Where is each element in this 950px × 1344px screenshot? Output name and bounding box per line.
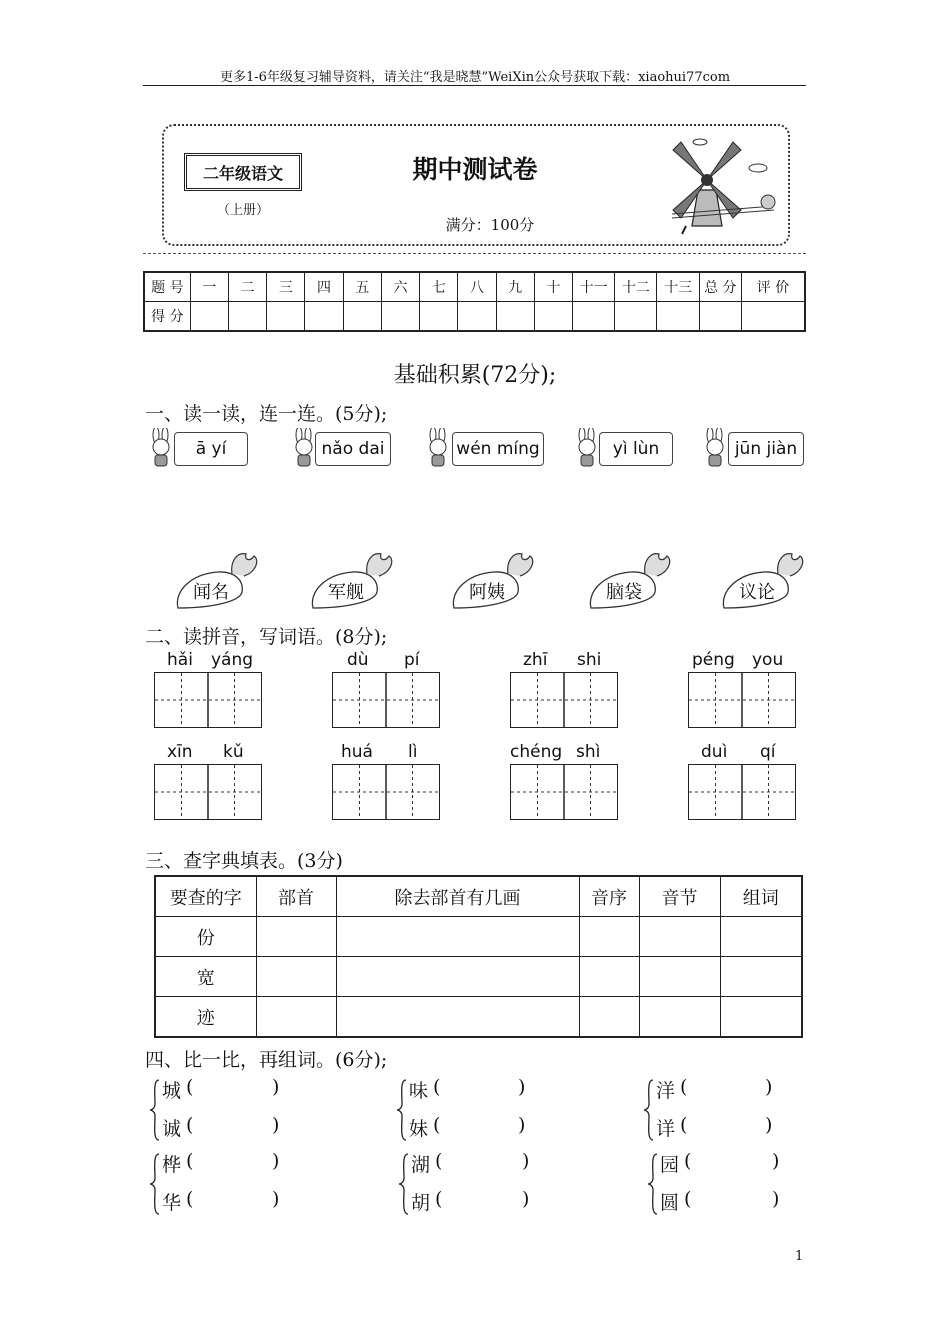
left-brace-icon [149, 1078, 161, 1142]
q2-title: 二、读拼音，写词语。(8分); [145, 626, 388, 648]
score-header-cell: 七 [420, 272, 458, 302]
compare-char: 桦 [162, 1154, 182, 1176]
section-title: 基础积累(72分); [393, 363, 557, 388]
compare-char: 圆 [660, 1192, 680, 1214]
volume-label: （上册） [216, 203, 269, 218]
pinyin-tag: yì lùn [599, 432, 673, 466]
score-header-cell: 八 [458, 272, 496, 302]
score-cell[interactable] [343, 302, 381, 332]
score-header-cell: 四 [305, 272, 343, 302]
paren-open: ( [435, 1150, 443, 1172]
bunny-icon [572, 428, 602, 468]
paren-close: ) [272, 1114, 280, 1136]
answer-cell[interactable] [720, 917, 802, 957]
bunny-icon [423, 428, 453, 468]
paren-open: ( [186, 1076, 194, 1098]
answer-cell[interactable] [336, 997, 579, 1038]
compare-char: 详 [656, 1118, 676, 1140]
compare-char: 洋 [656, 1080, 676, 1102]
dict-header-row [155, 876, 802, 917]
paren-close: ) [272, 1188, 280, 1210]
score-header-cell: 二 [228, 272, 266, 302]
dict-char: 宽 [155, 957, 256, 997]
subject-badge: 二年级语文 [184, 153, 302, 191]
score-header-cell: 五 [343, 272, 381, 302]
answer-cell[interactable] [579, 997, 639, 1038]
radish-word: 闻名 [193, 582, 229, 603]
paren-open: ( [684, 1188, 692, 1210]
paren-open: ( [186, 1114, 194, 1136]
radish-word: 脑袋 [606, 582, 642, 603]
pinyin-syllable: shì [576, 742, 601, 762]
dict-row [155, 997, 802, 1038]
radish-word: 阿姨 [469, 582, 505, 603]
score-header-cell: 六 [381, 272, 419, 302]
paren-open: ( [433, 1114, 441, 1136]
left-brace-icon [398, 1152, 410, 1216]
pinyin-syllable: xīn [167, 742, 193, 762]
pinyin-syllable: lì [408, 742, 418, 762]
dict-header-cell: 除去部首有几画 [336, 876, 579, 917]
full-score: 满分：100分 [445, 216, 535, 234]
paren-close: ) [522, 1150, 530, 1172]
q3-title: 三、查字典填表。(3分) [145, 850, 343, 872]
left-brace-icon [396, 1078, 408, 1142]
pinyin-syllable: shi [577, 650, 602, 670]
answer-cell[interactable] [639, 957, 720, 997]
radish-word: 议论 [739, 582, 775, 603]
dict-header-cell: 部首 [256, 876, 336, 917]
score-header-cell: 题 号 [144, 272, 190, 302]
score-row-label: 得 分 [144, 302, 190, 332]
paren-close: ) [272, 1150, 280, 1172]
answer-cell[interactable] [579, 957, 639, 997]
left-brace-icon [149, 1152, 161, 1216]
compare-char: 城 [162, 1080, 182, 1102]
q1-title: 一、读一读，连一连。(5分); [145, 403, 388, 425]
paren-open: ( [684, 1150, 692, 1172]
answer-cell[interactable] [256, 917, 336, 957]
compare-char: 妹 [409, 1118, 429, 1140]
dict-char: 份 [155, 917, 256, 957]
score-cell[interactable] [534, 302, 572, 332]
score-cell[interactable] [228, 302, 266, 332]
score-cell[interactable] [741, 302, 805, 332]
dict-row [155, 957, 802, 997]
score-header-cell: 总 分 [699, 272, 741, 302]
score-header-cell: 九 [496, 272, 534, 302]
score-cell[interactable] [305, 302, 343, 332]
page-number: 1 [795, 1249, 804, 1264]
answer-cell[interactable] [720, 957, 802, 997]
pinyin-syllable: péng [692, 650, 735, 670]
left-brace-icon [643, 1078, 655, 1142]
pinyin-syllable: duì [701, 742, 728, 762]
paren-close: ) [772, 1188, 780, 1210]
answer-cell[interactable] [720, 997, 802, 1038]
writing-grid[interactable] [154, 672, 262, 728]
score-cell[interactable] [572, 302, 614, 332]
exam-title: 期中测试卷 [412, 155, 538, 184]
pinyin-syllable: chéng [510, 742, 563, 762]
compare-char: 湖 [411, 1154, 431, 1176]
writing-grid[interactable] [688, 764, 796, 820]
answer-cell[interactable] [336, 917, 579, 957]
answer-cell[interactable] [579, 917, 639, 957]
score-header-cell: 十一 [572, 272, 614, 302]
paren-close: ) [765, 1114, 773, 1136]
writing-grid[interactable] [332, 672, 440, 728]
pinyin-tag: jūn jiàn [728, 432, 804, 466]
windmill-illustration [662, 130, 780, 236]
pinyin-syllable: zhī [523, 650, 548, 670]
compare-char: 诚 [162, 1118, 182, 1140]
writing-grid[interactable] [154, 764, 262, 820]
dictionary-table [154, 875, 803, 1038]
dashed-divider [143, 253, 806, 254]
top-note: 更多1-6年级复习辅导资料，请关注“我是晓慧”WeiXin公众号获取下载：xiaohui77com [219, 70, 731, 85]
score-cell[interactable] [420, 302, 458, 332]
score-header-row [144, 272, 805, 302]
compare-char: 园 [660, 1154, 680, 1176]
score-header-cell: 一 [190, 272, 228, 302]
pinyin-syllable: you [752, 650, 784, 670]
paren-open: ( [680, 1076, 688, 1098]
score-cell[interactable] [190, 302, 228, 332]
paren-close: ) [765, 1076, 773, 1098]
writing-grid[interactable] [332, 764, 440, 820]
paren-close: ) [518, 1114, 526, 1136]
paren-open: ( [435, 1188, 443, 1210]
score-header-cell: 十 [534, 272, 572, 302]
pinyin-syllable: pí [404, 650, 420, 670]
dict-header-cell: 音序 [579, 876, 639, 917]
score-cell[interactable] [381, 302, 419, 332]
writing-grid[interactable] [510, 764, 618, 820]
pinyin-tag: nǎo dai [315, 432, 391, 466]
compare-char: 味 [409, 1080, 429, 1102]
score-cell[interactable] [657, 302, 699, 332]
answer-cell[interactable] [639, 917, 720, 957]
paren-close: ) [518, 1076, 526, 1098]
dict-header-cell: 音节 [639, 876, 720, 917]
left-brace-icon [647, 1152, 659, 1216]
radish-word: 军舰 [328, 582, 364, 603]
dict-header-cell: 要查的字 [155, 876, 256, 917]
pinyin-syllable: dù [347, 650, 369, 670]
pinyin-syllable: huá [341, 742, 373, 762]
compare-char: 胡 [411, 1192, 431, 1214]
top-rule [143, 85, 806, 86]
paren-close: ) [522, 1188, 530, 1210]
score-header-cell: 评 价 [741, 272, 805, 302]
score-table [143, 271, 806, 332]
bunny-icon [700, 428, 730, 468]
paren-open: ( [186, 1188, 194, 1210]
answer-cell[interactable] [639, 997, 720, 1038]
answer-cell[interactable] [336, 957, 579, 997]
paren-close: ) [272, 1076, 280, 1098]
compare-char: 华 [162, 1192, 182, 1214]
score-cell[interactable] [615, 302, 657, 332]
score-value-row [144, 302, 805, 332]
q4-title: 四、比一比，再组词。(6分); [145, 1049, 388, 1071]
score-header-cell: 十二 [615, 272, 657, 302]
writing-grid[interactable] [510, 672, 618, 728]
answer-cell[interactable] [256, 997, 336, 1038]
paren-open: ( [186, 1150, 194, 1172]
score-cell[interactable] [699, 302, 741, 332]
paren-open: ( [433, 1076, 441, 1098]
score-header-cell: 三 [267, 272, 305, 302]
pinyin-syllable: yáng [211, 650, 254, 670]
pinyin-syllable: hǎi [167, 650, 193, 670]
score-header-cell: 十三 [657, 272, 699, 302]
pinyin-syllable: qí [760, 742, 776, 762]
pinyin-syllable: kǔ [223, 742, 244, 762]
pinyin-tag: wén míng [452, 432, 544, 466]
paren-open: ( [680, 1114, 688, 1136]
bunny-icon [146, 428, 176, 468]
pinyin-tag: ā yí [174, 432, 248, 466]
dict-header-cell: 组词 [720, 876, 802, 917]
answer-cell[interactable] [256, 957, 336, 997]
paren-close: ) [772, 1150, 780, 1172]
dict-row [155, 917, 802, 957]
dict-char: 迹 [155, 997, 256, 1038]
score-cell[interactable] [267, 302, 305, 332]
writing-grid[interactable] [688, 672, 796, 728]
score-cell[interactable] [496, 302, 534, 332]
score-cell[interactable] [458, 302, 496, 332]
